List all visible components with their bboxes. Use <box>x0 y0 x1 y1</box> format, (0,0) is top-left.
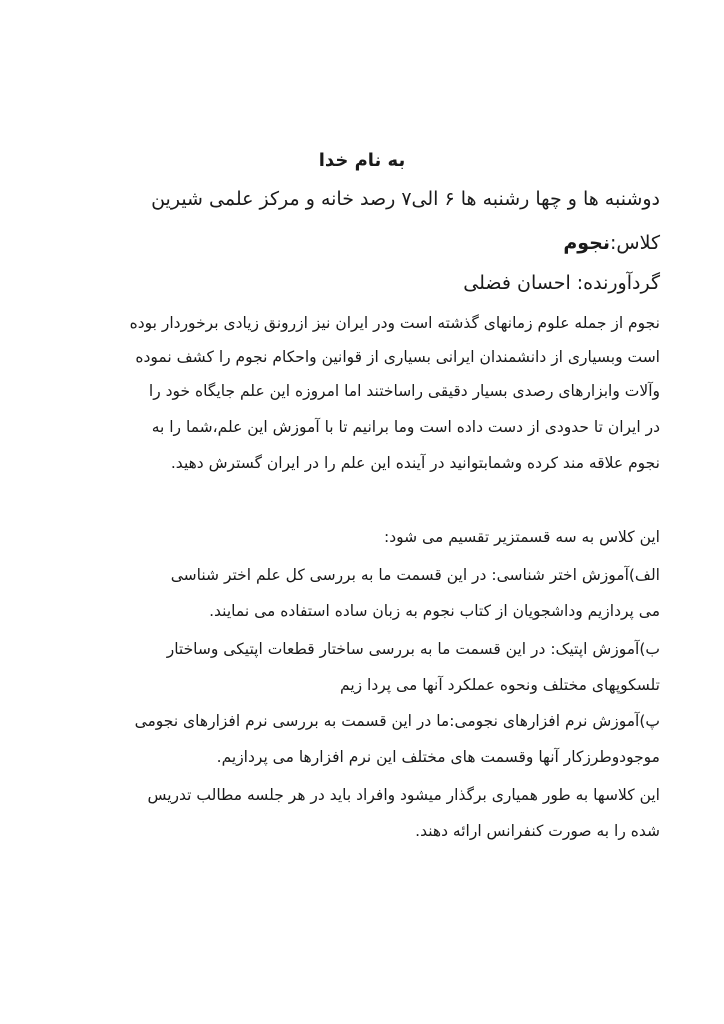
section-line: ب)آموزش اپتیک: در این قسمت ما به بررسی ساختار قطعات اپتیکی وساختار <box>166 640 660 658</box>
class-line <box>563 232 660 254</box>
class-prefix: کلاس: <box>610 232 660 254</box>
section-line: الف)آموزش اختر شناسی: در این قسمت ما به بررسی کل علم اختر شناسی <box>170 566 660 584</box>
schedule-line: دوشنبه ها و چها رشنبه ها ۶ الی۷ رصد خانه و مرکز علمی شیرین <box>151 188 660 210</box>
class-name: نجوم <box>563 232 611 254</box>
intro-line: نجوم از جمله علوم زمانهای گذشته است ودر ایران نیز ازرونق زیادی برخوردار بوده <box>129 314 660 332</box>
section-line: تلسکوپهای مختلف ونحوه عملکرد آنها می پردا زیم <box>340 676 660 694</box>
section-line: شده را به صورت کنفرانس ارائه دهند. <box>415 822 660 840</box>
section-line: موجودوطرزکار آنها وقسمت های مختلف این نرم افزارها می پردازیم. <box>216 748 660 766</box>
compiler-line: گردآورنده: احسان فضلی <box>463 272 660 294</box>
section-line: این کلاس به سه قسمتزیر تقسیم می شود: <box>384 528 660 546</box>
section-line: پ)آموزش نرم افزارهای نجومی:ما در این قسمت به بررسی نرم افزارهای نجومی <box>134 712 660 730</box>
intro-line: وآلات وابزارهای رصدی بسیار دقیقی راساختند اما امروزه این علم جایگاه خود را <box>148 382 660 400</box>
document-title: به نام خدا <box>318 150 406 171</box>
intro-line: در ایران تا حدودی از دست داده است وما برانیم تا با آموزش این علم،شما را به <box>151 418 660 436</box>
section-line: می پردازیم وداشجویان از کتاب نجوم به زبان ساده استفاده می نمایند. <box>209 602 660 620</box>
intro-line: است وبسیاری از دانشمندان ایرانی بسیاری از قوانین واحکام نجوم را کشف نموده <box>135 348 660 366</box>
intro-line: نجوم علاقه مند کرده وشمابتوانید در آینده این علم را در ایران گسترش دهید. <box>170 454 660 472</box>
section-line: این کلاسها به طور همیاری برگذار میشود وافراد باید در هر جلسه مطالب تدریس <box>147 786 660 804</box>
